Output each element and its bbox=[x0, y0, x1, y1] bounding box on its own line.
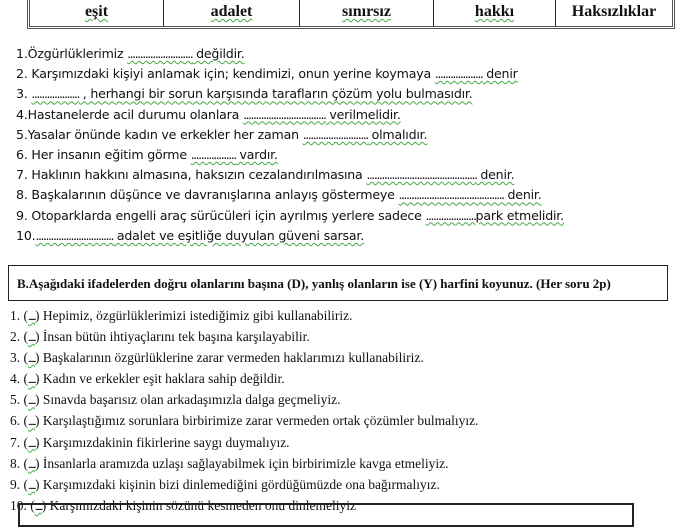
answer-blank[interactable]: .......................................... bbox=[398, 187, 504, 203]
question-text: park etmelidir. bbox=[475, 207, 564, 223]
true-false-item bbox=[10, 411, 478, 432]
fill-in-question bbox=[16, 145, 564, 165]
question-text: 1.Özgürlüklerimiz bbox=[16, 46, 128, 61]
answer-blank[interactable]: ....... bbox=[28, 480, 35, 492]
true-false-item bbox=[10, 454, 478, 475]
statement-text: ) Hepimiz, özgürlüklerimizi istediğimiz gibi kullanabiliriz. bbox=[35, 308, 353, 323]
statement-text: ) Sınavda başarısız olan arkadaşımızla dalga geçmeliyiz. bbox=[35, 392, 341, 408]
statement-text: ) Karşımızdakinin fikirlerine saygı duymalıyız. bbox=[35, 434, 290, 450]
answer-blank[interactable]: ................................. bbox=[242, 106, 326, 122]
word-bank-table bbox=[27, 0, 675, 29]
question-text: denir bbox=[482, 66, 518, 82]
fill-in-question bbox=[16, 105, 564, 125]
answer-blank[interactable]: ....... bbox=[34, 501, 42, 513]
question-text: 6. Her insanın eğitim görme bbox=[16, 147, 191, 163]
statement-text: ) Başkalarının özgürlüklerine zarar vermeden haklarımızı kullanabiliriz. bbox=[35, 350, 424, 366]
true-false-item bbox=[10, 433, 478, 454]
statement-text: ) İnsan bütün ihtiyaçlarını tek başına karşılayabilir. bbox=[35, 329, 310, 345]
fill-in-question bbox=[16, 44, 564, 64]
statement-text: 9. ( bbox=[10, 476, 28, 492]
fill-in-question bbox=[16, 125, 564, 145]
answer-blank[interactable]: .................... bbox=[425, 207, 476, 223]
fill-in-question bbox=[16, 64, 564, 84]
true-false-item bbox=[10, 327, 478, 348]
section-b-heading: B.Aşağıdaki ifadelerden doğru olanlarını başına (D), yanlış olanların ise (Y) harfini koyunuz. (Her soru 2p) bbox=[8, 265, 668, 301]
fill-in-question bbox=[16, 206, 564, 226]
next-section-box bbox=[18, 503, 634, 527]
question-text: 2. Karşımızdaki kişiyi anlamak için; kendimizi, onun yerine koymaya bbox=[16, 66, 435, 82]
answer-blank[interactable]: ....... bbox=[28, 459, 35, 471]
word: hakkı bbox=[474, 3, 515, 20]
answer-blank[interactable]: ....... bbox=[28, 333, 35, 345]
question-text: 7. Haklının hakkını almasına, haksızın cezalandırılmasına bbox=[16, 167, 367, 183]
statement-text: 8. ( bbox=[10, 455, 28, 471]
statement-text: 6. ( bbox=[10, 413, 28, 429]
statement-text: 7. ( bbox=[10, 434, 28, 450]
statement-text: ) Karşılaştığımız sorunlara birbirimize zarar vermeden ortak çözümler bulmalıyız. bbox=[35, 413, 479, 429]
true-false-item bbox=[10, 369, 478, 390]
answer-blank[interactable]: .................. bbox=[190, 147, 236, 163]
answer-blank[interactable]: ....... bbox=[28, 312, 35, 323]
fill-in-question bbox=[16, 185, 564, 205]
word-bank-cell bbox=[300, 0, 434, 26]
statement-text: 3. ( bbox=[10, 350, 28, 366]
fill-in-question bbox=[16, 84, 564, 104]
true-false-questions bbox=[10, 306, 478, 517]
answer-blank[interactable]: ............................... bbox=[35, 227, 114, 243]
question-text: verilmelidir. bbox=[325, 106, 401, 122]
answer-blank[interactable]: ............................................ bbox=[366, 167, 477, 183]
answer-blank[interactable]: ....... bbox=[28, 417, 35, 429]
statement-text: 5. ( bbox=[10, 392, 28, 408]
answer-blank[interactable]: ....... bbox=[28, 396, 35, 408]
answer-blank[interactable]: ................... bbox=[31, 86, 79, 102]
word-bank-cell bbox=[30, 0, 164, 26]
statement-text: 2. ( bbox=[10, 329, 28, 345]
word-bank-cell bbox=[434, 0, 556, 26]
fill-in-question bbox=[16, 226, 564, 246]
fill-in-questions bbox=[16, 44, 564, 246]
question-text: adalet ve eşitliğe duyulan güveni sarsar. bbox=[113, 227, 364, 243]
question-text: 10. bbox=[16, 227, 36, 243]
question-text: değildir. bbox=[192, 46, 245, 61]
word: sınırsız bbox=[342, 3, 391, 20]
answer-blank[interactable]: ................... bbox=[434, 66, 483, 82]
statement-text: 4. ( bbox=[10, 371, 28, 387]
word: eşit bbox=[84, 3, 109, 20]
statement-text: 10. ( bbox=[10, 497, 35, 513]
word-bank-cell bbox=[556, 0, 672, 26]
answer-blank[interactable]: .......................... bbox=[302, 126, 368, 142]
answer-blank[interactable]: ....... bbox=[28, 438, 35, 450]
statement-text: ) İnsanlarla aramızda uzlaşı sağlayabilmek için birbirimizle kavga etmeliyiz. bbox=[35, 455, 449, 471]
question-text: olmalıdır. bbox=[367, 126, 428, 142]
question-text: , herhangi bir sorun karşısında tarafların çözüm yolu bulmasıdır. bbox=[78, 86, 473, 102]
question-text: 5.Yasalar önünde kadın ve erkekler her zaman bbox=[16, 126, 303, 142]
question-text: denir. bbox=[503, 187, 542, 203]
question-text: 3. bbox=[16, 86, 32, 102]
word-bank-cell bbox=[164, 0, 300, 26]
answer-blank[interactable]: ....... bbox=[28, 375, 35, 387]
question-text: vardır. bbox=[235, 147, 278, 163]
question-text: 8. Başkalarının düşünce ve davranışlarına anlayış göstermeye bbox=[16, 187, 399, 203]
statement-text: ) Karşımızdaki kişinin bizi dinlemediğini gördüğümüzde ona bağırmalıyız. bbox=[35, 476, 440, 492]
true-false-item bbox=[10, 306, 478, 327]
answer-blank[interactable]: .......................... bbox=[127, 46, 193, 61]
word: Haksızlıklar bbox=[571, 3, 657, 20]
statement-text: 1. ( bbox=[10, 308, 28, 323]
question-text: 9. Otoparklarda engelli araç sürücüleri için ayrılmış yerlere sadece bbox=[16, 207, 426, 223]
answer-blank[interactable]: ....... bbox=[28, 354, 35, 366]
statement-text: ) Kadın ve erkekler eşit haklara sahip değildir. bbox=[35, 371, 285, 387]
question-text: denir. bbox=[476, 167, 515, 183]
fill-in-question bbox=[16, 165, 564, 185]
question-text: 4.Hastanelerde acil durumu olanlara bbox=[16, 106, 243, 122]
true-false-item bbox=[10, 348, 478, 369]
statement-text: ) Karşımızdaki kişinin sözünü kesmeden onu dinlemeliyiz bbox=[41, 497, 356, 513]
true-false-item bbox=[10, 475, 478, 496]
word: adalet bbox=[210, 3, 253, 20]
true-false-item bbox=[10, 390, 478, 411]
